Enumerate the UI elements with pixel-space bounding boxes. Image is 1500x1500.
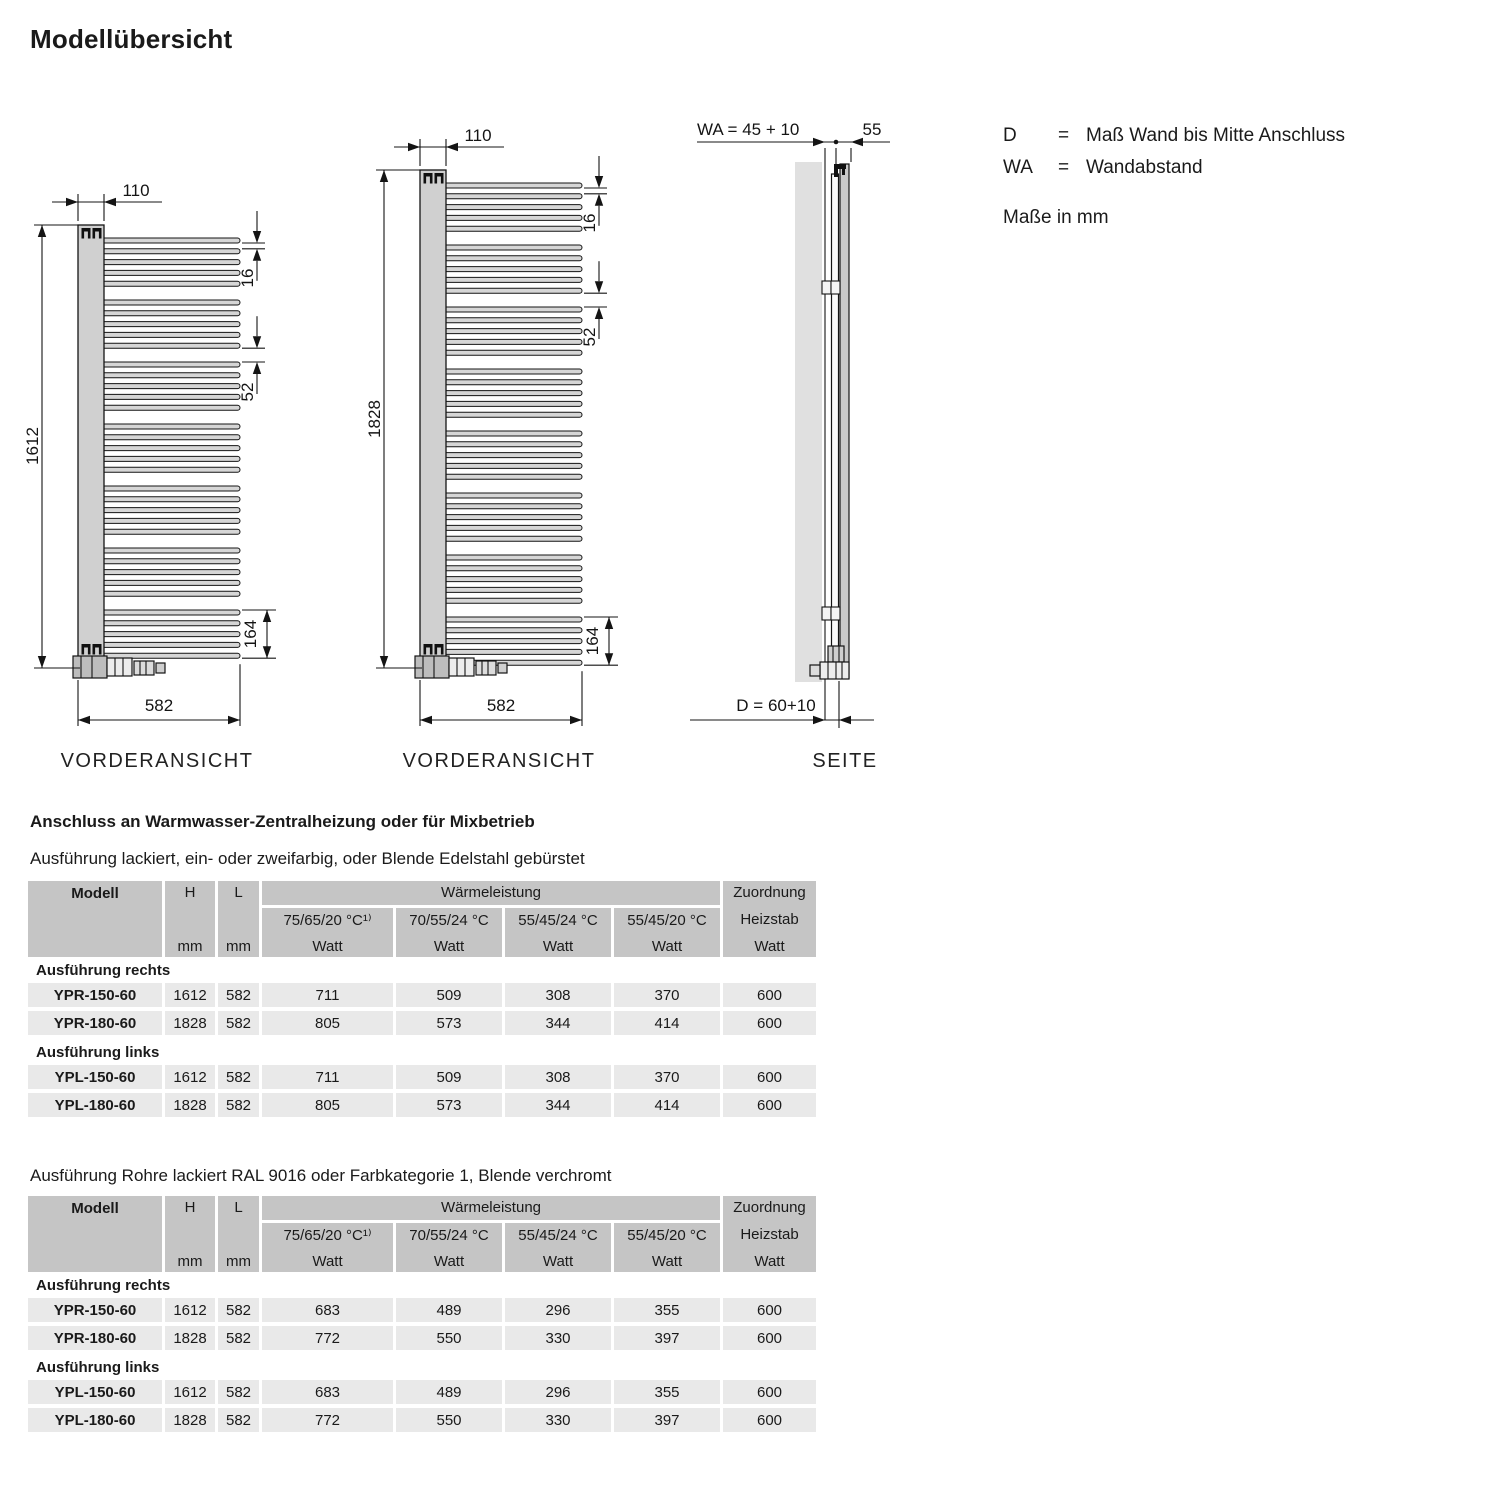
legend-eq-wa: =	[1058, 157, 1070, 178]
value-cell: 509	[396, 983, 502, 1007]
value-cell: 344	[505, 1011, 611, 1035]
value-cell: 600	[723, 1408, 816, 1432]
value-cell: 582	[218, 1298, 259, 1322]
table-row	[28, 1011, 820, 1035]
dim-label-group-gap-front1: 52	[238, 382, 257, 402]
col-header-zuordnung	[723, 1196, 816, 1272]
col-header-modell: Modell	[28, 881, 162, 957]
dim-label-group-gap-front2: 52	[580, 327, 599, 347]
value-cell: 582	[218, 1380, 259, 1404]
value-cell: 683	[262, 1380, 393, 1404]
col-header-l-unit: mm	[226, 937, 251, 955]
value-cell: 600	[723, 983, 816, 1007]
legend-row-wa	[1003, 157, 1345, 179]
col-header-temp	[614, 908, 720, 957]
table-row	[28, 1408, 820, 1432]
model-cell: YPL-150-60	[28, 1065, 162, 1089]
dim-label-wall-distance-side: WA = 45 + 10	[697, 120, 800, 139]
temp-unit: Watt	[542, 1252, 574, 1270]
legend-row-d	[1003, 125, 1345, 147]
value-cell: 600	[723, 1298, 816, 1322]
legend-key-wa: WA	[1003, 157, 1033, 178]
model-cell: YPR-150-60	[28, 1298, 162, 1322]
value-cell: 1828	[165, 1093, 215, 1117]
value-cell: 509	[396, 1065, 502, 1089]
zuordnung-label: Zuordnung	[733, 1199, 806, 1216]
table-group-label: Ausführung links	[36, 1043, 160, 1061]
col-header-h	[165, 1196, 215, 1272]
col-header-l	[218, 881, 259, 957]
value-cell: 573	[396, 1093, 502, 1117]
table-header	[28, 1196, 820, 1272]
view-label-front1: VORDERANSICHT	[60, 750, 254, 772]
table-row	[28, 1380, 820, 1404]
value-cell: 772	[262, 1408, 393, 1432]
value-cell: 370	[614, 983, 720, 1007]
col-header-temp	[396, 1223, 502, 1272]
legend-value-wa: Wandabstand	[1086, 157, 1203, 178]
temp-unit: Watt	[433, 937, 465, 955]
value-cell: 600	[723, 1380, 816, 1404]
col-header-h	[165, 881, 215, 957]
value-cell: 308	[505, 1065, 611, 1089]
performance-table-1	[28, 881, 820, 1121]
zuordnung-unit: Watt	[754, 1252, 785, 1270]
value-cell: 1612	[165, 1065, 215, 1089]
col-header-modell: Modell	[28, 1196, 162, 1272]
model-cell: YPL-150-60	[28, 1380, 162, 1404]
temp-label: 70/55/24 °C	[409, 1227, 489, 1244]
temp-label: 55/45/20 °C	[627, 1227, 707, 1244]
value-cell: 489	[396, 1380, 502, 1404]
col-header-temp	[614, 1223, 720, 1272]
table-group-label: Ausführung links	[36, 1358, 160, 1376]
dim-label-height-front2: 1828	[365, 400, 384, 438]
model-cell: YPR-180-60	[28, 1326, 162, 1350]
col-header-temp	[505, 1223, 611, 1272]
zuordnung-label: Zuordnung	[733, 884, 806, 901]
dim-label-collector-width-front1: 110	[122, 181, 150, 200]
table-row	[28, 1065, 820, 1089]
value-cell: 1828	[165, 1408, 215, 1432]
model-cell: YPL-180-60	[28, 1093, 162, 1117]
temp-label: 70/55/24 °C	[409, 912, 489, 929]
col-header-h-unit: mm	[177, 937, 203, 955]
dim-label-height-front1: 1612	[23, 427, 42, 465]
section-heading: Anschluss an Warmwasser-Zentralheizung oder für Mixbetrieb	[30, 812, 535, 831]
legend-key-d: D	[1003, 125, 1017, 146]
value-cell: 397	[614, 1408, 720, 1432]
table-group-label: Ausführung rechts	[36, 1276, 171, 1294]
value-cell: 1828	[165, 1326, 215, 1350]
value-cell: 1828	[165, 1011, 215, 1035]
value-cell: 600	[723, 1065, 816, 1089]
value-cell: 397	[614, 1326, 720, 1350]
value-cell: 296	[505, 1298, 611, 1322]
table-group-label: Ausführung rechts	[36, 961, 171, 979]
dim-label-width-front1: 582	[144, 696, 174, 715]
temp-label: 75/65/20 °C¹⁾	[283, 912, 372, 929]
col-header-h-unit: mm	[177, 1252, 203, 1270]
dimension-legend	[1003, 125, 1345, 229]
temp-unit: Watt	[651, 1252, 683, 1270]
dim-label-bottom-group-front1: 164	[241, 619, 260, 649]
value-cell: 308	[505, 983, 611, 1007]
value-cell: 582	[218, 983, 259, 1007]
value-cell: 683	[262, 1298, 393, 1322]
value-cell: 600	[723, 1093, 816, 1117]
value-cell: 805	[262, 1093, 393, 1117]
dim-label-tube-gap-front2: 16	[580, 213, 599, 233]
col-header-temp	[505, 908, 611, 957]
heizstab-label: Heizstab	[740, 1225, 799, 1243]
side-view	[690, 138, 890, 728]
table-header	[28, 881, 820, 957]
col-header-l-label: L	[234, 884, 243, 901]
view-label-side: SEITE	[812, 750, 878, 772]
value-cell: 344	[505, 1093, 611, 1117]
temp-unit: Watt	[312, 937, 343, 955]
value-cell: 772	[262, 1326, 393, 1350]
temp-unit: Watt	[312, 1252, 343, 1270]
value-cell: 600	[723, 1011, 816, 1035]
value-cell: 355	[614, 1298, 720, 1322]
col-header-temp	[396, 908, 502, 957]
value-cell: 1612	[165, 1298, 215, 1322]
col-header-l-label: L	[234, 1199, 243, 1216]
legend-value-d: Maß Wand bis Mitte Anschluss	[1086, 125, 1346, 146]
units-note: Maße in mm	[1003, 207, 1109, 228]
value-cell: 355	[614, 1380, 720, 1404]
value-cell: 1612	[165, 1380, 215, 1404]
value-cell: 370	[614, 1065, 720, 1089]
temp-unit: Watt	[651, 937, 683, 955]
model-cell: YPL-180-60	[28, 1408, 162, 1432]
legend-eq-d: =	[1058, 125, 1070, 146]
col-header-l	[218, 1196, 259, 1272]
model-cell: YPR-180-60	[28, 1011, 162, 1035]
value-cell: 330	[505, 1326, 611, 1350]
value-cell: 296	[505, 1380, 611, 1404]
value-cell: 582	[218, 1408, 259, 1432]
col-header-waermeleistung: Wärmeleistung	[262, 1196, 720, 1220]
table-row	[28, 1093, 820, 1117]
value-cell: 711	[262, 1065, 393, 1089]
col-header-h-label: H	[184, 884, 196, 901]
value-cell: 550	[396, 1326, 502, 1350]
value-cell: 330	[505, 1408, 611, 1432]
value-cell: 1612	[165, 983, 215, 1007]
temp-unit: Watt	[542, 937, 574, 955]
drawing-shapes	[34, 138, 890, 728]
value-cell: 582	[218, 1326, 259, 1350]
table-row	[28, 1298, 820, 1322]
temp-unit: Watt	[433, 1252, 465, 1270]
temp-label: 55/45/24 °C	[518, 912, 598, 929]
model-cell: YPR-150-60	[28, 983, 162, 1007]
value-cell: 582	[218, 1093, 259, 1117]
dim-label-width-front2: 582	[486, 696, 516, 715]
page-title: Modellübersicht	[30, 24, 233, 54]
value-cell: 805	[262, 1011, 393, 1035]
view-label-front2: VORDERANSICHT	[402, 750, 596, 772]
col-header-temp	[262, 1223, 393, 1272]
value-cell: 489	[396, 1298, 502, 1322]
col-header-temp	[262, 908, 393, 957]
col-header-l-unit: mm	[226, 1252, 251, 1270]
value-cell: 573	[396, 1011, 502, 1035]
temp-label: 55/45/24 °C	[518, 1227, 598, 1244]
value-cell: 550	[396, 1408, 502, 1432]
zuordnung-unit: Watt	[754, 937, 785, 955]
dim-label-connection-side: D = 60+10	[736, 696, 816, 715]
col-header-zuordnung	[723, 881, 816, 957]
dim-label-depth-side: 55	[862, 120, 882, 139]
value-cell: 582	[218, 1065, 259, 1089]
table-row	[28, 983, 820, 1007]
table-row	[28, 1326, 820, 1350]
value-cell: 414	[614, 1011, 720, 1035]
value-cell: 414	[614, 1093, 720, 1117]
dim-label-tube-gap-front1: 16	[238, 268, 257, 288]
col-header-h-label: H	[184, 1199, 196, 1216]
table1-caption: Ausführung lackiert, ein- oder zweifarbig, oder Blende Edelstahl gebürstet	[30, 849, 585, 868]
performance-table-2	[28, 1196, 820, 1436]
value-cell: 582	[218, 1011, 259, 1035]
value-cell: 600	[723, 1326, 816, 1350]
col-header-waermeleistung: Wärmeleistung	[262, 881, 720, 905]
value-cell: 711	[262, 983, 393, 1007]
heizstab-label: Heizstab	[740, 910, 799, 928]
temp-label: 55/45/20 °C	[627, 912, 707, 929]
dim-label-bottom-group-front2: 164	[583, 626, 602, 656]
dim-label-collector-width-front2: 110	[464, 126, 492, 145]
table2-caption: Ausführung Rohre lackiert RAL 9016 oder Farbkategorie 1, Blende verchromt	[30, 1166, 612, 1185]
temp-label: 75/65/20 °C¹⁾	[283, 1227, 372, 1244]
